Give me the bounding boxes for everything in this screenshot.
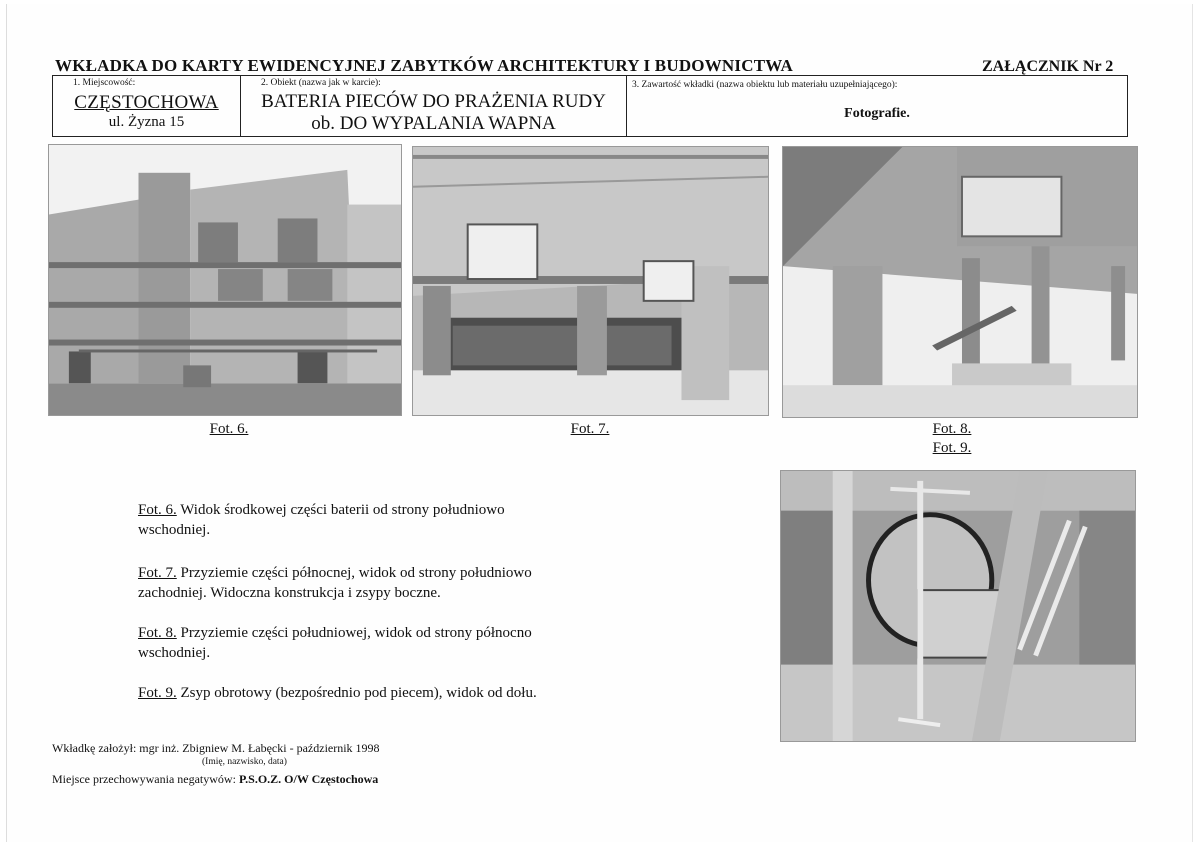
place-label: 1. Miejscowość:: [73, 78, 136, 88]
footer-storage-value: P.S.O.Z. O/W Częstochowa: [238, 772, 379, 786]
object-name-line1: BATERIA PIECÓW DO PRAŻENIA RUDY: [261, 91, 606, 112]
description-ref: Fot. 9.: [138, 685, 177, 701]
description-ref: Fot. 6.: [138, 502, 177, 518]
description-fot8: [138, 623, 558, 663]
footer-storage: [52, 772, 378, 787]
content-cell: [626, 76, 1127, 136]
footer-author: [52, 741, 380, 756]
object-name-line2: ob. DO WYPALANIA WAPNA: [311, 113, 556, 134]
annex-number: ZAŁĄCZNIK Nr 2: [982, 58, 1114, 75]
content-value: Fotografie.: [844, 106, 910, 121]
object-label: 2. Obiekt (nazwa jak w karcie):: [261, 78, 381, 88]
caption-fot6: Fot. 6.: [209, 421, 249, 437]
photo-fot8: [782, 146, 1138, 418]
photo-fot6: [48, 144, 402, 416]
content-label: 3. Zawartość wkładki (nazwa obiektu lub materiału uzupełniającego):: [632, 80, 898, 90]
description-fot9: [138, 683, 558, 703]
description-text: Zsyp obrotowy (bezpośrednio pod piecem), widok od dołu.: [176, 685, 537, 701]
photo-fot9-image: [781, 471, 1135, 741]
footer-author-note: (Imię, nazwisko, data): [202, 757, 287, 767]
photo-fot7-image: [413, 147, 768, 415]
caption-fot8: Fot. 8.: [932, 421, 972, 437]
caption-fot9: Fot. 9.: [932, 440, 972, 456]
description-text: Przyziemie części południowej, widok od strony północno wschodniej.: [138, 625, 532, 661]
photo-fot9: [780, 470, 1136, 742]
object-cell: [240, 76, 626, 136]
place-street: ul. Żyzna 15: [108, 114, 185, 130]
description-text: Widok środkowej części baterii od strony południowo wschodniej.: [138, 502, 505, 538]
place-name: CZĘSTOCHOWA: [74, 92, 219, 113]
place-cell: [53, 76, 240, 136]
footer-author-value: mgr inż. Zbigniew M. Łabęcki - październik 1998: [139, 741, 380, 755]
document-title: WKŁADKA DO KARTY EWIDENCYJNEJ ZABYTKÓW ARCHITEKTURY I BUDOWNICTWA: [55, 56, 794, 75]
description-ref: Fot. 7.: [138, 565, 177, 581]
photo-fot8-image: [783, 147, 1137, 417]
description-fot6: [138, 500, 558, 540]
description-fot7: [138, 563, 558, 603]
photo-fot6-image: [49, 145, 401, 415]
description-text: Przyziemie części północnej, widok od strony południowo zachodniej. Widoczna konstrukcja i zsypy boczne.: [138, 565, 532, 601]
footer-author-label: Wkładkę założył:: [52, 741, 140, 755]
footer-storage-label: Miejsce przechowywania negatywów:: [52, 772, 239, 786]
description-ref: Fot. 8.: [138, 625, 177, 641]
card-header-table: [52, 75, 1128, 137]
caption-fot7: Fot. 7.: [570, 421, 610, 437]
photo-fot7: [412, 146, 769, 416]
